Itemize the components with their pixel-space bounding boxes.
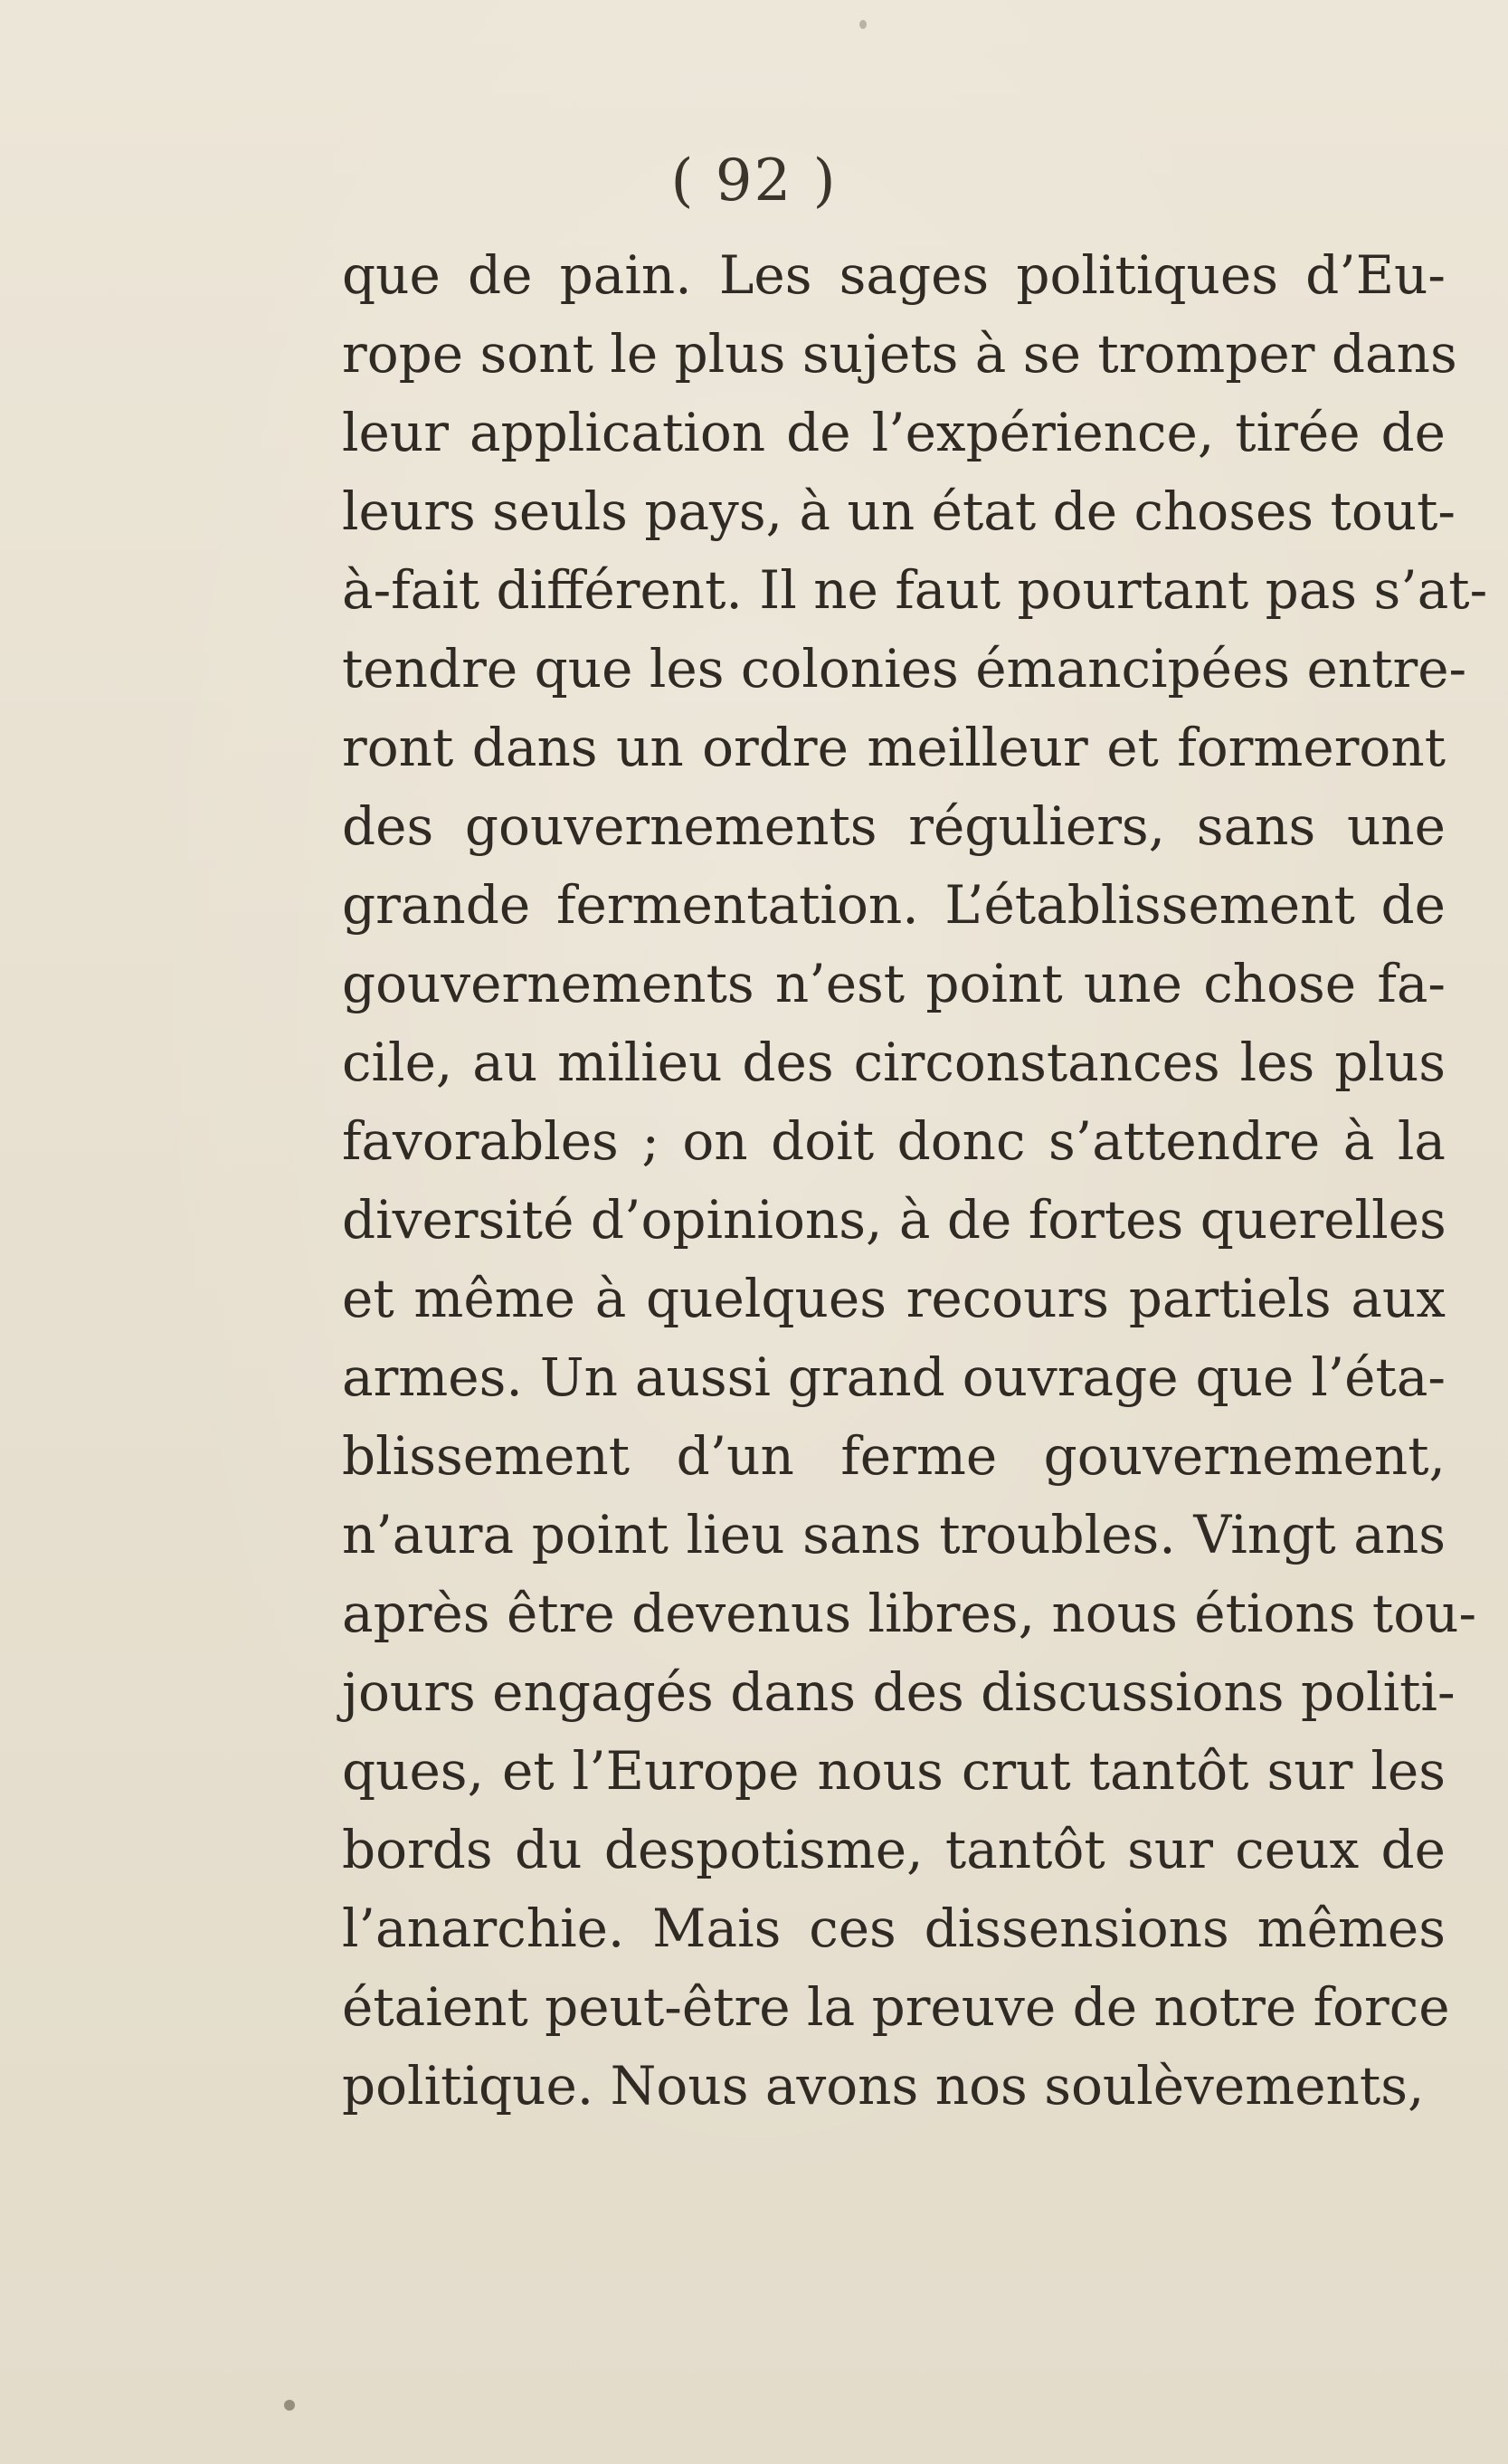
text-line: leurs seuls pays, à un état de choses tout- xyxy=(342,480,1456,542)
text-line: jours engagés dans des discussions politi- xyxy=(342,1661,1456,1723)
text-line: gouvernements n’est point une chose fa- xyxy=(342,953,1446,1014)
text-line: tendre que les colonies émancipées entre- xyxy=(342,638,1467,699)
text-line: armes. Un aussi grand ouvrage que l’éta- xyxy=(342,1346,1446,1408)
text-line: leur application de l’expérience, tirée de xyxy=(342,402,1446,463)
text-line: diversité d’opinions, à de fortes querelles xyxy=(342,1189,1446,1251)
text-line: ques, et l’Europe nous crut tantôt sur les xyxy=(342,1740,1446,1802)
paper-speck xyxy=(284,2400,295,2411)
text-line: blissement d’un ferme gouvernement, xyxy=(342,1425,1446,1487)
text-line: rope sont le plus sujets à se tromper dans xyxy=(342,323,1457,385)
text-line: étaient peut-être la preuve de notre force xyxy=(342,1976,1450,2038)
paper-speck xyxy=(859,20,867,29)
text-line: bords du despotisme, tantôt sur ceux de xyxy=(342,1819,1446,1880)
text-line: l’anarchie. Mais ces dissensions mêmes xyxy=(342,1898,1446,1959)
page-number: ( 92 ) xyxy=(670,147,838,214)
text-line: politique. Nous avons nos soulèvements, xyxy=(342,2055,1425,2117)
text-line: ront dans un ordre meilleur et formeront xyxy=(342,717,1446,778)
text-line: favorables ; on doit donc s’attendre à la xyxy=(342,1110,1446,1172)
text-line: que de pain. Les sages politiques d’Eu- xyxy=(342,244,1446,306)
body-text xyxy=(342,235,1488,2136)
text-line: après être devenus libres, nous étions tou- xyxy=(342,1583,1477,1644)
text-line: n’aura point lieu sans troubles. Vingt ans xyxy=(342,1504,1446,1565)
text-line: à-fait différent. Il ne faut pourtant pas s’at- xyxy=(342,559,1488,621)
text-line: grande fermentation. L’établissement de xyxy=(342,874,1446,936)
text-line: cile, au milieu des circonstances les plus xyxy=(342,1032,1446,1093)
text-line: et même à quelques recours partiels aux xyxy=(342,1268,1446,1329)
text-line: des gouvernements réguliers, sans une xyxy=(342,795,1446,857)
